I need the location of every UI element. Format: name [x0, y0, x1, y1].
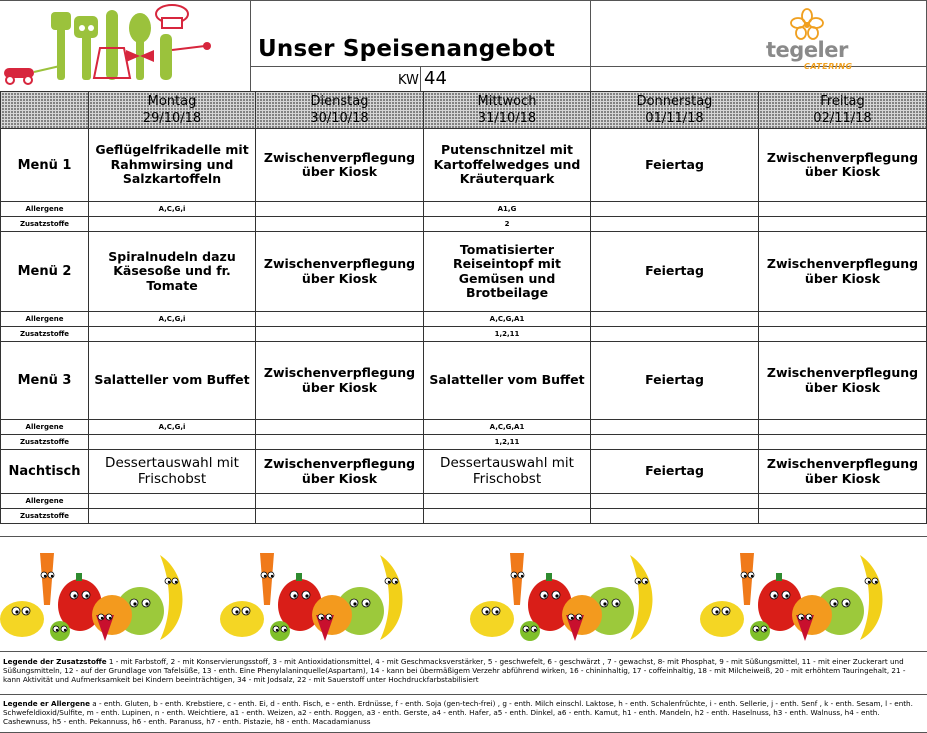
menu-row — [1, 129, 927, 202]
zusatzstoffe-cell — [256, 435, 424, 450]
zusatzstoffe-cell — [591, 435, 759, 450]
zusatzstoffe-cell: 1,2,11 — [424, 435, 591, 450]
zusatzstoffe-row — [1, 435, 927, 450]
allergene-row — [1, 202, 927, 217]
day-date: 29/10/18 — [142, 111, 202, 126]
allergene-cell: A,C,G,i — [89, 202, 256, 217]
allergene-cell — [89, 494, 256, 509]
meal-cell: Salatteller vom Buffet — [89, 342, 256, 420]
allergene-cell — [759, 420, 927, 435]
allergene-label: Allergene — [1, 312, 89, 327]
zusatzstoffe-cell — [256, 327, 424, 342]
allergene-cell: A,C,G,i — [89, 312, 256, 327]
zusatzstoffe-label: Zusatzstoffe — [1, 435, 89, 450]
meal-cell: Putenschnitzel mit Kartoffelwedges und Kräuterquark — [424, 129, 591, 202]
meal-cell: Zwischenverpflegung über Kiosk — [256, 129, 424, 202]
allergene-cell — [759, 494, 927, 509]
week-label: KW — [398, 73, 419, 88]
flower-icon — [790, 8, 824, 40]
week-number: 44 — [424, 68, 447, 89]
zusatzstoffe-cell — [256, 509, 424, 524]
day-date: 02/11/18 — [813, 111, 872, 126]
meal-cell: Zwischenverpflegung über Kiosk — [256, 450, 424, 494]
brand-name: tegeler — [766, 38, 848, 62]
menu-label: Menü 1 — [1, 129, 89, 202]
zusatzstoffe-cell — [424, 509, 591, 524]
meal-cell: Dessertauswahl mit Frischobst — [89, 450, 256, 494]
day-name: Freitag — [820, 94, 865, 109]
zusatzstoffe-cell — [759, 435, 927, 450]
day-header-row — [1, 92, 927, 129]
day-header-friday — [759, 92, 927, 129]
legend-text: 1 - mit Farbstoff, 2 - mit Konservierungsstoff, 3 - mit Antioxidationsmittel, 4 - mit Geschmacksverstärker, 5 - geschwefelt, 6 - geschwärzt , 7 - gewachst, 8- mit Phosphat, 9 - mit Süßungsmittel, 11 - mit einer Zuckerart und Süßungsmitteln, 12 - auf der Grundlage von Tafelsüße, 13 - enth. Eine Phenylalaninquelle(Aspartam), 14 - kann bei übermäßigem Verzehr abführend wirken, 16 - chininhaltig, 17 - coffeinhaltig, 18 - mit Milcheiweiß, 20 - mit erhöhtem Tauringehalt, 21 - kann Aktivität und Aufmerksamkeit bei Kindern beeinträchtigen, 34 - mit Jodsalz, 22 - mit Sauerstoff unter Hochdruckfarbstabilisiert — [3, 657, 906, 684]
meal-cell: Zwischenverpflegung über Kiosk — [256, 232, 424, 312]
menu-table — [0, 91, 927, 524]
fruit-group — [470, 545, 670, 645]
cutlery-characters-logo — [0, 0, 250, 92]
menu-row — [1, 450, 927, 494]
allergene-cell: A,C,G,A1 — [424, 312, 591, 327]
meal-cell: Dessertauswahl mit Frischobst — [424, 450, 591, 494]
allergene-cell — [591, 312, 759, 327]
day-name: Donnerstag — [636, 94, 713, 109]
meal-cell: Spiralnudeln dazu Käsesoße und fr. Tomate — [89, 232, 256, 312]
fruit-group — [0, 545, 200, 645]
allergene-cell — [591, 420, 759, 435]
day-header-monday — [89, 92, 256, 129]
zusatzstoffe-cell — [89, 217, 256, 232]
allergene-cell — [256, 312, 424, 327]
meal-cell: Zwischenverpflegung über Kiosk — [759, 129, 927, 202]
fruit-group — [700, 545, 900, 645]
allergene-cell: A,C,G,A1 — [424, 420, 591, 435]
fruit-group — [220, 545, 420, 645]
menu-label: Menü 2 — [1, 232, 89, 312]
header-corner — [1, 92, 89, 129]
meal-cell: Salatteller vom Buffet — [424, 342, 591, 420]
zusatzstoffe-cell — [591, 327, 759, 342]
day-header-tuesday — [256, 92, 424, 129]
zusatzstoffe-cell — [759, 327, 927, 342]
zusatzstoffe-row — [1, 217, 927, 232]
zusatzstoffe-cell — [256, 217, 424, 232]
zusatzstoffe-row — [1, 509, 927, 524]
brand-subtitle: CATERING — [804, 62, 853, 71]
meal-cell: Zwischenverpflegung über Kiosk — [256, 342, 424, 420]
legend-zusatzstoffe — [3, 657, 923, 684]
meal-cell: Feiertag — [591, 450, 759, 494]
meal-cell: Feiertag — [591, 129, 759, 202]
zusatzstoffe-row — [1, 327, 927, 342]
zusatzstoffe-cell — [759, 509, 927, 524]
legend-text: a - enth. Gluten, b - enth. Krebstiere, c - enth. Ei, d - enth. Fisch, e - enth. Erdnüsse, f - enth. Soja (gen-tech-frei) , g - enth. Milch einschl. Laktose, h - enth. Schalenfrüchte, i - enth. Sellerie, j - enth. Senf , k - enth. Sesam, l - enth. Schwefeldioxid/Sulfite, m - enth. Lupinen, n - enth. Weichtiere, a1 - enth. Weizen, a2 - enth. Roggen, a3 - enth. Gerste, a4 - enth. Hafer, a5 - enth. Dinkel, a6 - enth. Kamut, h1 - enth. Mandeln, h2 - enth. Haselnuss, h3 - enth. Walnuss, h4 - enth. Cashewnuss, h5 - enth. Pekannuss, h6 - enth. Paranuss, h7 - enth. Pistazie, h8 - enth. Macadamianuss — [3, 699, 913, 726]
meal-cell: Tomatisierter Reiseintopf mit Gemüsen und Brotbeilage — [424, 232, 591, 312]
allergene-label: Allergene — [1, 494, 89, 509]
day-date: 31/10/18 — [477, 111, 537, 126]
zusatzstoffe-cell — [591, 509, 759, 524]
allergene-cell — [591, 494, 759, 509]
page-title: Unser Speisenangebot — [258, 36, 556, 62]
meal-cell: Zwischenverpflegung über Kiosk — [759, 450, 927, 494]
allergene-cell — [256, 494, 424, 509]
allergene-cell — [759, 312, 927, 327]
zusatzstoffe-cell — [89, 435, 256, 450]
allergene-row — [1, 312, 927, 327]
legend-heading: Legende er Allergene — [3, 699, 90, 708]
allergene-cell — [256, 420, 424, 435]
allergene-cell — [424, 494, 591, 509]
day-name: Dienstag — [310, 94, 369, 109]
zusatzstoffe-label: Zusatzstoffe — [1, 217, 89, 232]
zusatzstoffe-cell: 1,2,11 — [424, 327, 591, 342]
day-header-thursday — [591, 92, 759, 129]
allergene-label: Allergene — [1, 202, 89, 217]
day-header-wednesday — [424, 92, 591, 129]
zusatzstoffe-label: Zusatzstoffe — [1, 327, 89, 342]
zusatzstoffe-cell — [89, 509, 256, 524]
allergene-cell: A1,G — [424, 202, 591, 217]
day-date: 01/11/18 — [645, 111, 704, 126]
allergene-cell — [591, 202, 759, 217]
menu-label: Menü 3 — [1, 342, 89, 420]
zusatzstoffe-cell: 2 — [424, 217, 591, 232]
allergene-cell: A,C,G,i — [89, 420, 256, 435]
day-name: Mittwoch — [477, 94, 537, 109]
zusatzstoffe-label: Zusatzstoffe — [1, 509, 89, 524]
zusatzstoffe-cell — [591, 217, 759, 232]
day-name: Montag — [147, 94, 197, 109]
day-date: 30/10/18 — [310, 111, 369, 126]
meal-cell: Zwischenverpflegung über Kiosk — [759, 232, 927, 312]
allergene-row — [1, 420, 927, 435]
menu-label: Nachtisch — [1, 450, 89, 494]
legend-allergene — [3, 699, 923, 726]
meal-cell: Feiertag — [591, 232, 759, 312]
brand-logo — [740, 8, 870, 78]
legend-heading: Legende der Zusatzstoffe — [3, 657, 107, 666]
meal-cell: Zwischenverpflegung über Kiosk — [759, 342, 927, 420]
allergene-cell — [256, 202, 424, 217]
allergene-row — [1, 494, 927, 509]
meal-cell: Feiertag — [591, 342, 759, 420]
meal-cell: Geflügelfrikadelle mit Rahmwirsing und Salzkartoffeln — [89, 129, 256, 202]
menu-row — [1, 342, 927, 420]
zusatzstoffe-cell — [89, 327, 256, 342]
allergene-cell — [759, 202, 927, 217]
allergene-label: Allergene — [1, 420, 89, 435]
menu-row — [1, 232, 927, 312]
zusatzstoffe-cell — [759, 217, 927, 232]
